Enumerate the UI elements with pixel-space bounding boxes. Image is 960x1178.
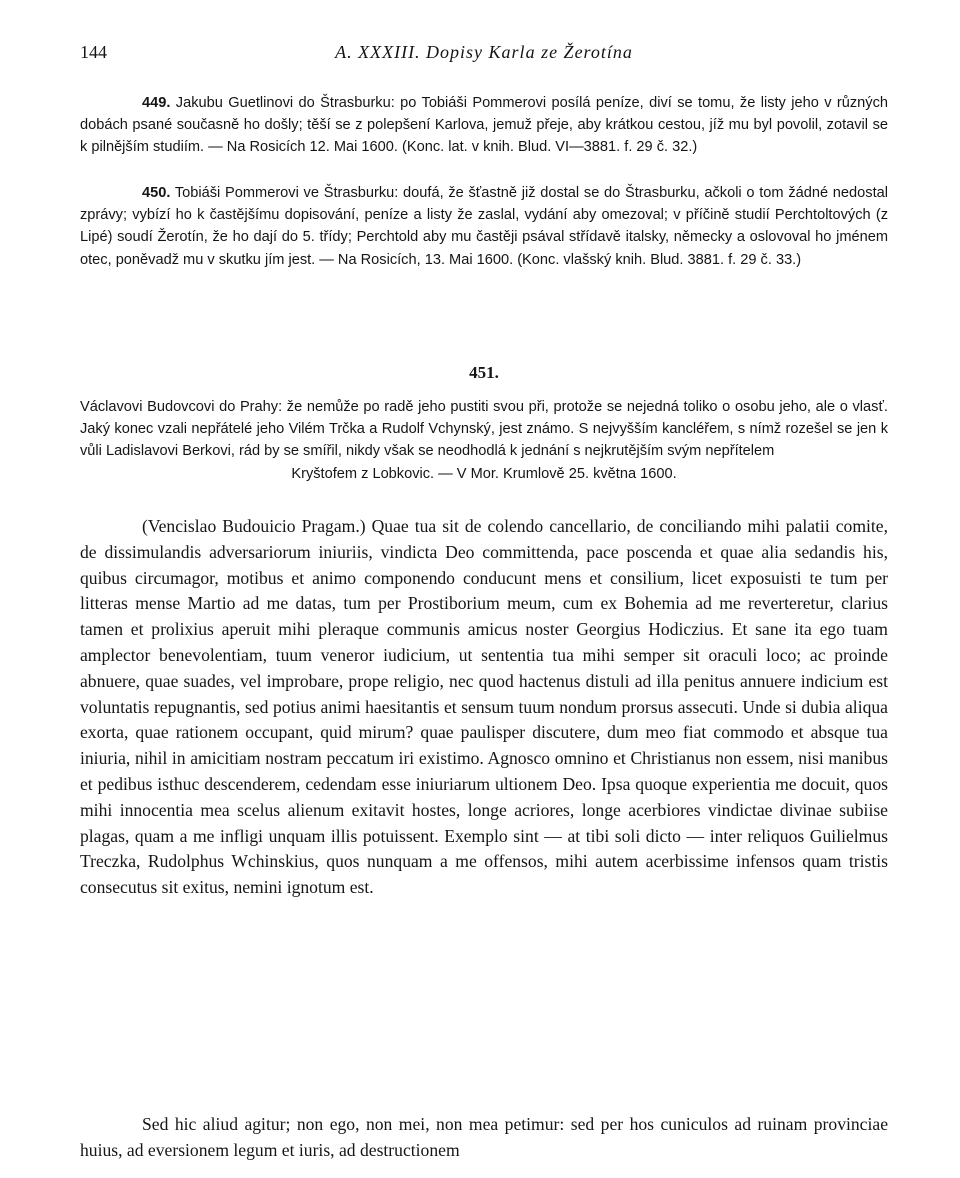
letter-regest xyxy=(80,396,888,485)
entry-number: 449. xyxy=(142,95,171,111)
entry-450 xyxy=(80,182,888,271)
letter-regest-last-line: Kryštofem z Lobkovic. — V Mor. Krumlově 25. května 1600. xyxy=(291,465,677,482)
letter-paragraph-2: Sed hic aliud agitur; non ego, non mei, non mea petimur: sed per hos cuniculos ad ruinam provinciae huius, ad eversionem legum et iuris, ad destructionem xyxy=(80,1114,888,1160)
entry-number: 450. xyxy=(142,185,171,201)
page-header xyxy=(80,42,888,68)
letter-number: 451. xyxy=(469,363,499,382)
entry-449 xyxy=(80,92,888,159)
entry-text: Jakubu Guetlinovi do Štrasburku: po Tobiáši Pommerovi posílá peníze, diví se tomu, že listy jeho v různých dobách psané současně ho došly; těší se z polepšení Karlova, jemuž přeje, aby krátkou cestou, jíž mu byl povolil, zotavil se k pilnějším studiím. — Na Rosicích 12. Mai 1600. (Konc. lat. v knih. Blud. VI—3881. f. 29 č. 32.) xyxy=(80,95,888,156)
running-title: A. XXXIII. Dopisy Karla ze Žerotína xyxy=(335,42,633,62)
letter-regest-text: Václavovi Budovcovi do Prahy: že nemůže po radě jeho pustiti svou při, protože se nejedná toliko o osobu jeho, ale o vlasť. Jaký konec vzali nepřátelé jeho Vilém Trčka a Rudolf Vchynský, jest známo. S nejvyšším kancléřem, s nímž rozešel se jen k vůli Ladislavovi Berkovi, rád by se smířil, nikdy však se neodhodlá k jednání s nejkrutějším svým nepřítelem xyxy=(80,399,888,460)
entry-text: Tobiáši Pommerovi ve Štrasburku: doufá, že šťastně již dostal se do Štrasburku, ačkoli o tom žádné nedostal zprávy; vybízí ho k častějšímu dopisování, peníze a listy že zaslal, vydání aby omezoval; v příčině studií Perchtoltových (z Lipé) soudí Žerotín, že ho dají do 5. třídy; Perchtold aby mu častěji psával střídavě italsky, německy a oslovoval ho jménem otec, poněvadž mu v skutku jím jest. — Na Rosicích, 13. Mai 1600. (Konc. vlašský knih. Blud. 3881. f. 29 č. 33.) xyxy=(80,185,888,268)
letter-paragraph-1: (Vencislao Budouicio Pragam.) Quae tua sit de colendo cancellario, de conciliando mihi palatii comite, de dissimulandis adversariorum iniuriis, vindicta Deo committenda, pace poscenda et quae alia sedandis his, quibus circumagor, motibus et animo componendo conducunt mens et consilium, licet exposuisti te tum per litteras mense Martio ad me datas, tum per Prostiborium meum, cum ex Bohemia ad me reverteretur, clarius tamen et prolixius aperuit mihi pleraque communis amicus noster Georgius Hodiczius. Et sane ita ego tuam amplector benevolentiam, tuum veneror iudicium, ut sententia tua mihi semper sit oraculi loco; ac proinde abnuere, quae suades, vel improbare, prope religio, nec quod hactenus distuli ad illa penitus annuere indicium est voluntatis repugnantis, sed potius animi haesitantis et sensum tuum nondum prorsus assecuti. Unde si dubia aliqua exorta, quae rationem occupant, quid mirum? quae paulisper discutere, dum meo fiat commodo et absque tua iniuria, nihil in amicitiam nostram peccatum iri existimo. Agnosco omnino et Christianus non essem, nisi manibus et pedibus isthuc descenderem, cedendam esse iniuriarum ultionem Deo. Ipsa quoque experientia me docuit, quos mihi innocentia mea scelus alienum exitavit hostes, longe acriores, longe acerbiores vindictae divinae subiise plagas, quam a me infligi unquam illis potuissent. Exemplo sint — at tibi soli dicto — inter reliquos Guilielmus Treczka, Rudolphus Wchinskius, quos nunquam a me offensos, mihi autem acerbissime infensos quam tristis consecutus sit exitus, nemini ignotum est. xyxy=(80,516,888,898)
page-number: 144 xyxy=(80,42,107,62)
